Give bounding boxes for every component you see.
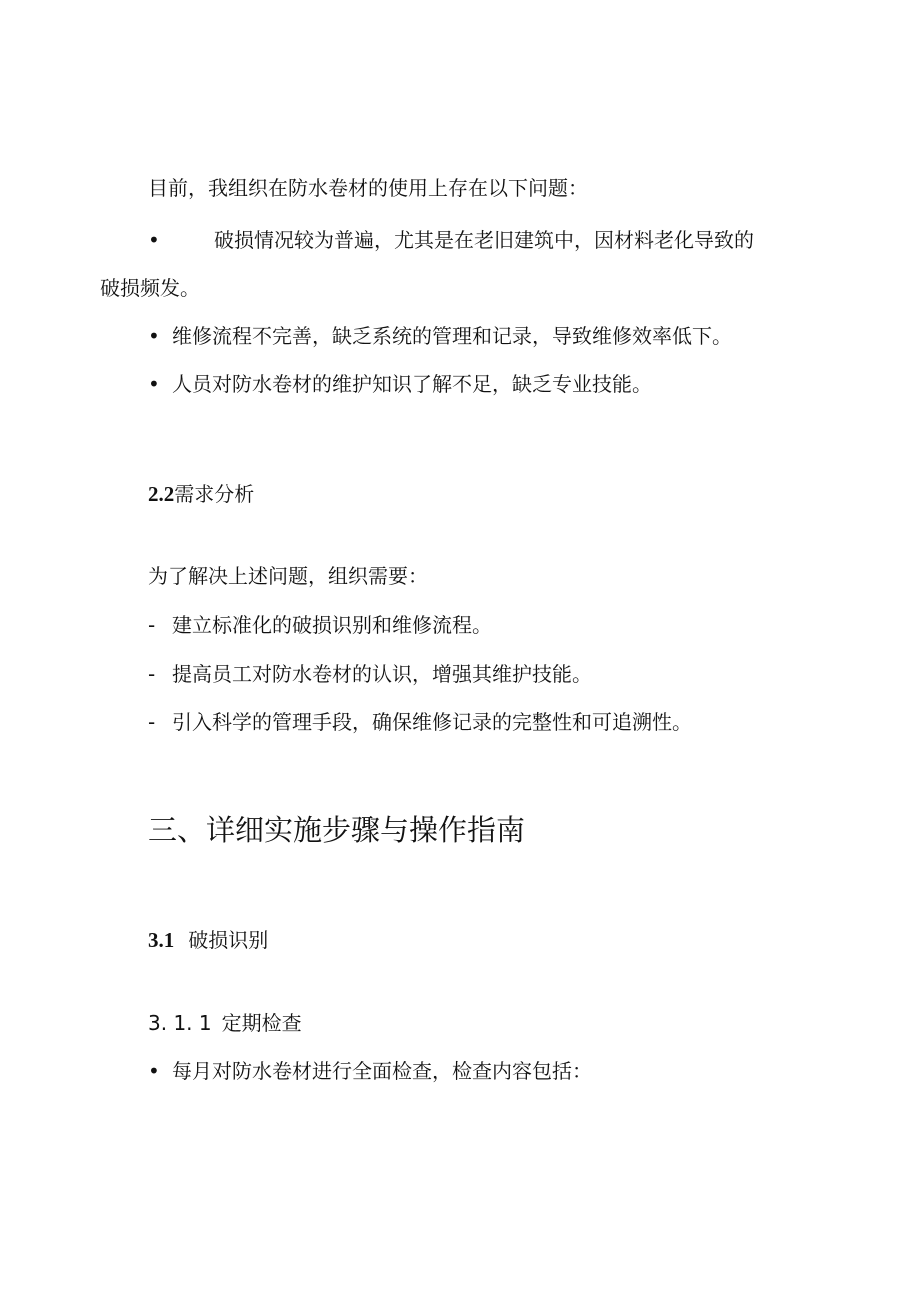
problem-item-text-continued: 破损频发。	[100, 276, 200, 300]
needs-item-text: 建立标准化的破损识别和维修流程。	[172, 613, 492, 637]
section-number: 2.2	[148, 482, 175, 506]
dash-marker: -	[148, 613, 156, 637]
section-number: 3.1	[148, 928, 175, 952]
needs-item-text: 提高员工对防水卷材的认识，增强其维护技能。	[172, 662, 592, 686]
dash-marker: -	[148, 710, 156, 734]
section-heading-2-2	[148, 480, 254, 508]
bullet-marker: •	[148, 1059, 160, 1083]
intro-paragraph: 目前，我组织在防水卷材的使用上存在以下问题：	[148, 176, 588, 200]
subsection-heading-3-1-1	[148, 1009, 302, 1037]
subsection-number: 3. 1. 1	[148, 1011, 212, 1035]
section-title: 需求分析	[174, 482, 255, 506]
problem-item-text: 破损情况较为普遍，尤其是在老旧建筑中，因材料老化导致的	[214, 228, 754, 252]
bullet-marker: •	[148, 228, 160, 252]
section-title: 破损识别	[188, 928, 269, 952]
dash-marker: -	[148, 662, 156, 686]
inspection-item-text: 每月对防水卷材进行全面检查，检查内容包括：	[172, 1059, 592, 1083]
section-heading-3-1	[148, 926, 268, 954]
bullet-marker: •	[148, 324, 160, 348]
subsection-title: 定期检查	[221, 1011, 302, 1035]
needs-item-text: 引入科学的管理手段，确保维修记录的完整性和可追溯性。	[172, 710, 692, 734]
bullet-marker: •	[148, 372, 160, 396]
problem-item-text: 维修流程不完善，缺乏系统的管理和记录，导致维修效率低下。	[172, 324, 732, 348]
needs-intro: 为了解决上述问题，组织需要：	[148, 564, 428, 588]
chapter-heading: 三、详细实施步骤与操作指南	[148, 813, 526, 847]
problem-item-text: 人员对防水卷材的维护知识了解不足，缺乏专业技能。	[172, 372, 652, 396]
